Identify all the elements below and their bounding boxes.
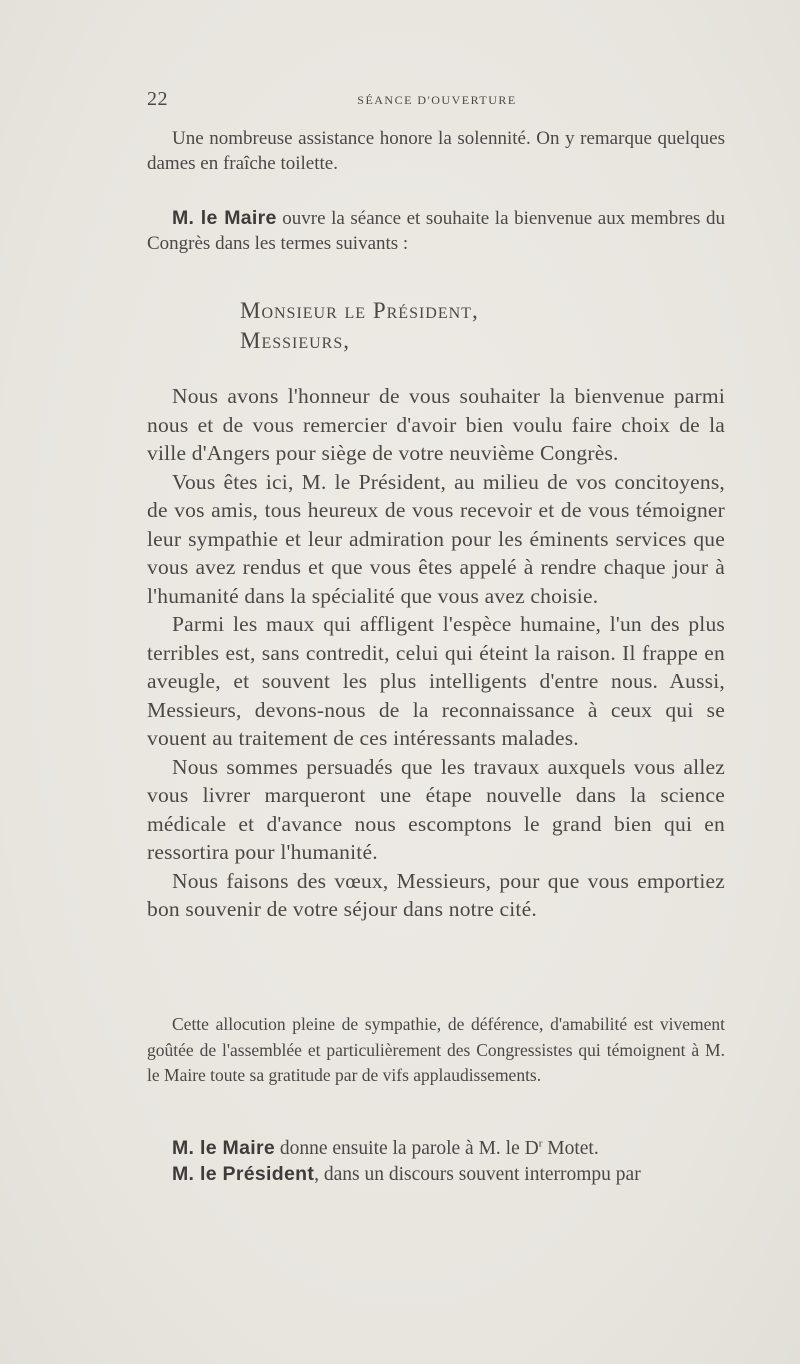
salutation-messieurs: Messieurs, <box>240 328 350 353</box>
maire-gives-text: donne ensuite la parole à M. le D <box>275 1138 539 1159</box>
speech-salutation <box>240 296 479 356</box>
salutation-president: Monsieur le Président, <box>240 298 479 323</box>
speech-paragraph: Vous êtes ici, M. le Président, au milieu de vos concitoyens, de vos amis, tous heureux de vous recevoir et de vous témoigner leur sympathie et leur admiration pour les éminents services que vous avez rendus et que vous êtes appelé à rendre chaque jour à l'humanité dans la spécialité que vous avez choisie. <box>147 469 725 608</box>
president-paragraph <box>147 1162 725 1187</box>
reaction-paragraph: Cette allocution pleine de sympathie, de déférence, d'amabilité est vivement goûtée de l'assemblée et particulièrement des Congressistes qui témoignent à M. le Maire toute sa gratitude par de vifs applaudissements. <box>147 1014 725 1085</box>
speaker-president: M. le Président <box>172 1163 315 1185</box>
doctor-superscript: r <box>538 1137 543 1150</box>
speech-body <box>147 382 725 924</box>
speech-paragraph: Nous faisons des vœux, Messieurs, pour que vous emportiez bon souvenir de votre séjour dans notre cité. <box>147 868 725 921</box>
page-header <box>147 88 727 114</box>
speech-paragraph: Nous avons l'honneur de vous souhaiter la bienvenue parmi nous et de vous remercier d'avoir bien voulu faire choix de la ville d'Angers pour siège de votre neuvième Congrès. <box>147 384 725 465</box>
maire-gives-paragraph <box>147 1136 725 1161</box>
running-title: SÉANCE D'OUVERTURE <box>357 93 517 107</box>
page-number: 22 <box>147 88 168 110</box>
maire-opens-paragraph <box>147 206 725 256</box>
maire-gives-name: Motet. <box>542 1138 599 1159</box>
speaker-maire: M. le Maire <box>172 1137 275 1159</box>
maire-opens-text: ouvre la séance et souhaite la bienvenue aux membres du Congrès dans les termes suivants : <box>147 208 726 254</box>
speech-paragraph: Nous sommes persuadés que les travaux auxquels vous allez vous livrer marqueront une étape nouvelle dans la science médicale et d'avance nous escomptons le grand bien qui en ressortira pour l'humanité. <box>147 754 725 864</box>
president-text: , dans un discours souvent interrompu par <box>314 1164 641 1185</box>
speech-paragraph: Parmi les maux qui affligent l'espèce humaine, l'un des plus terribles est, sans contredit, celui qui éteint la raison. Il frappe en aveugle, et souvent les plus intelligents d'entre nous. Aussi, Messieurs, devons-nous de la reconnaissance à ceux qui se vouent au traitement de ces intéressants malades. <box>147 612 725 750</box>
speaker-maire: M. le Maire <box>172 207 277 229</box>
intro-paragraph: Une nombreuse assistance honore la solennité. On y remarque quelques dames en fraîche toilette. <box>147 128 725 174</box>
